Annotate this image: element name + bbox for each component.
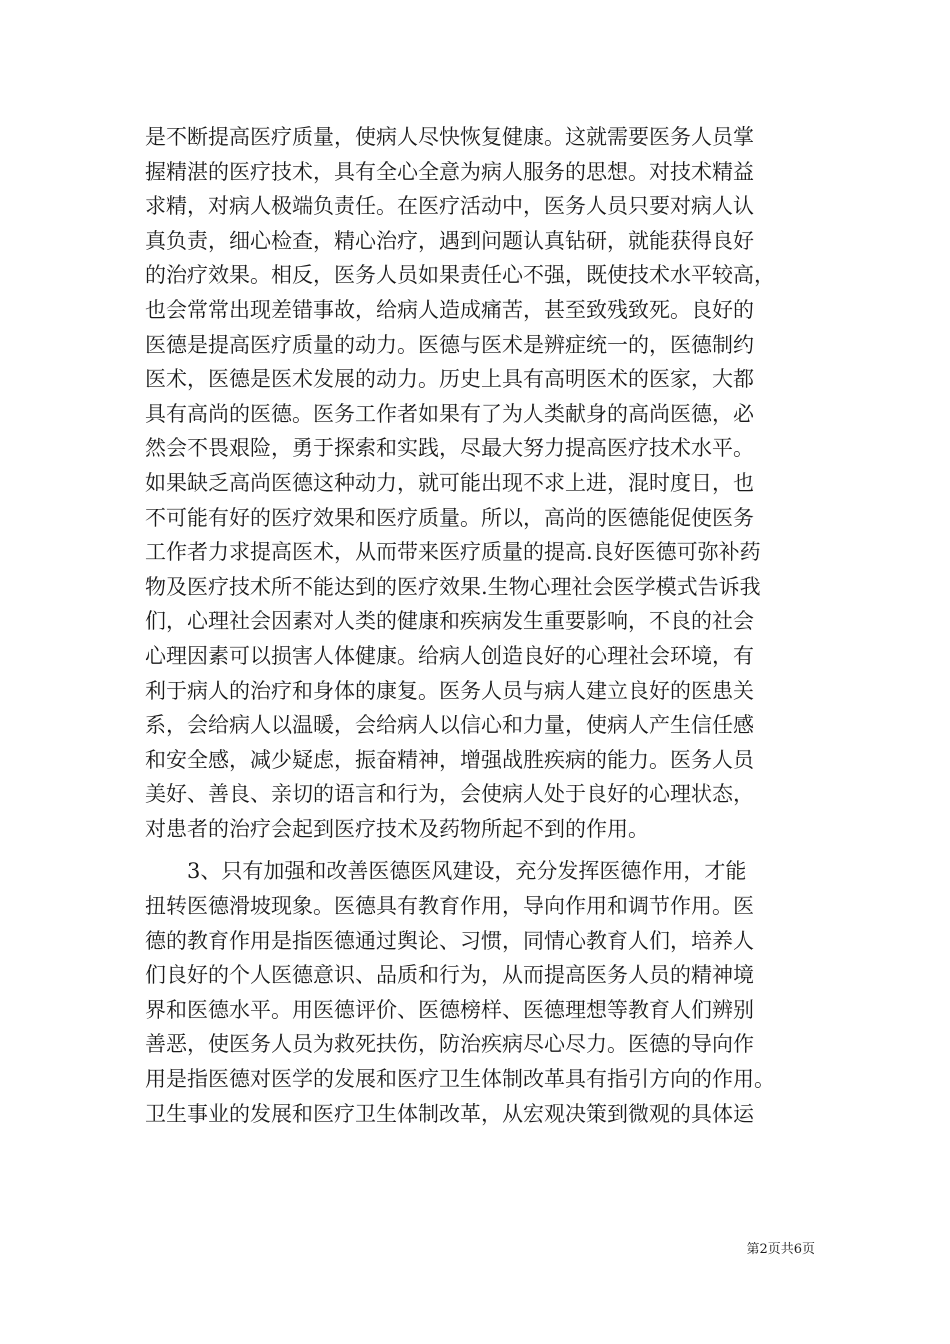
text-line: 利于病人的治疗和身体的康复。医务人员与病人建立良好的医患关 bbox=[145, 678, 754, 703]
text-line: 医德是提高医疗质量的动力。医德与医术是辨症统一的，医德制约 bbox=[145, 332, 754, 357]
text-line: 们良好的个人医德意识、品质和行为，从而提高医务人员的精神境 bbox=[145, 963, 754, 988]
text-line: 物及医疗技术所不能达到的医疗效果.生物心理社会医学模式告诉我 bbox=[145, 574, 761, 599]
text-line: 也会常常出现差错事故，给病人造成痛苦，甚至致残致死。良好的 bbox=[145, 297, 754, 322]
paragraph-1 bbox=[145, 120, 815, 846]
text-line: 和安全感，减少疑虑，振奋精神，增强战胜疾病的能力。医务人员 bbox=[145, 747, 754, 772]
text-line: 卫生事业的发展和医疗卫生体制改革，从宏观决策到微观的具体运 bbox=[145, 1101, 754, 1126]
text-line: 扭转医德滑坡现象。医德具有教育作用，导向作用和调节作用。医 bbox=[145, 894, 754, 919]
text-line: 工作者力求提高医术，从而带来医疗质量的提高.良好医德可弥补药 bbox=[145, 540, 761, 565]
text-line: 善恶，使医务人员为救死扶伤，防治疾病尽心尽力。医德的导向作 bbox=[145, 1032, 754, 1057]
text-line: 求精，对病人极端负责任。在医疗活动中，医务人员只要对病人认 bbox=[145, 194, 754, 219]
text-line: 们，心理社会因素对人类的健康和疾病发生重要影响，不良的社会 bbox=[145, 609, 754, 634]
body-text bbox=[145, 120, 815, 1131]
text-line: 系，会给病人以温暖，会给病人以信心和力量，使病人产生信任感 bbox=[145, 713, 754, 738]
text-line: 界和医德水平。用医德评价、医德榜样、医德理想等教育人们辨别 bbox=[145, 997, 754, 1022]
paragraph-2 bbox=[145, 854, 815, 1131]
text-line: 的治疗效果。相反，医务人员如果责任心不强，既使技术水平较高， bbox=[145, 263, 775, 288]
text-line: 然会不畏艰险，勇于探索和实践，尽最大努力提高医疗技术水平。 bbox=[145, 436, 754, 461]
text-line: 握精湛的医疗技术，具有全心全意为病人服务的思想。对技术精益 bbox=[145, 159, 754, 184]
text-line: 如果缺乏高尚医德这种动力，就可能出现不求上进，混时度日，也 bbox=[145, 470, 754, 495]
text-line: 真负责，细心检查，精心治疗，遇到问题认真钻研，就能获得良好 bbox=[145, 228, 754, 253]
text-line: 不可能有好的医疗效果和医疗质量。所以，高尚的医德能促使医务 bbox=[145, 505, 754, 530]
text-line: 用是指医德对医学的发展和医疗卫生体制改革具有指引方向的作用。 bbox=[145, 1067, 775, 1092]
text-line: 是不断提高医疗质量，使病人尽快恢复健康。这就需要医务人员掌 bbox=[145, 125, 754, 149]
text-line: 心理因素可以损害人体健康。给病人创造良好的心理社会环境，有 bbox=[145, 643, 754, 668]
text-line: 对患者的治疗会起到医疗技术及药物所起不到的作用。 bbox=[145, 816, 649, 841]
text-line: 3、只有加强和改善医德医风建设，充分发挥医德作用，才能 bbox=[145, 859, 747, 884]
text-line: 具有高尚的医德。医务工作者如果有了为人类献身的高尚医德，必 bbox=[145, 401, 754, 426]
text-line: 德的教育作用是指医德通过舆论、习惯，同情心教育人们，培养人 bbox=[145, 928, 754, 953]
text-line: 美好、善良、亲切的语言和行为，会使病人处于良好的心理状态， bbox=[145, 782, 754, 807]
paragraph-gap bbox=[145, 846, 815, 854]
page-number: 第2页共6页 bbox=[746, 1242, 815, 1257]
text-line: 医术，医德是医术发展的动力。历史上具有高明医术的医家，大都 bbox=[145, 367, 754, 392]
